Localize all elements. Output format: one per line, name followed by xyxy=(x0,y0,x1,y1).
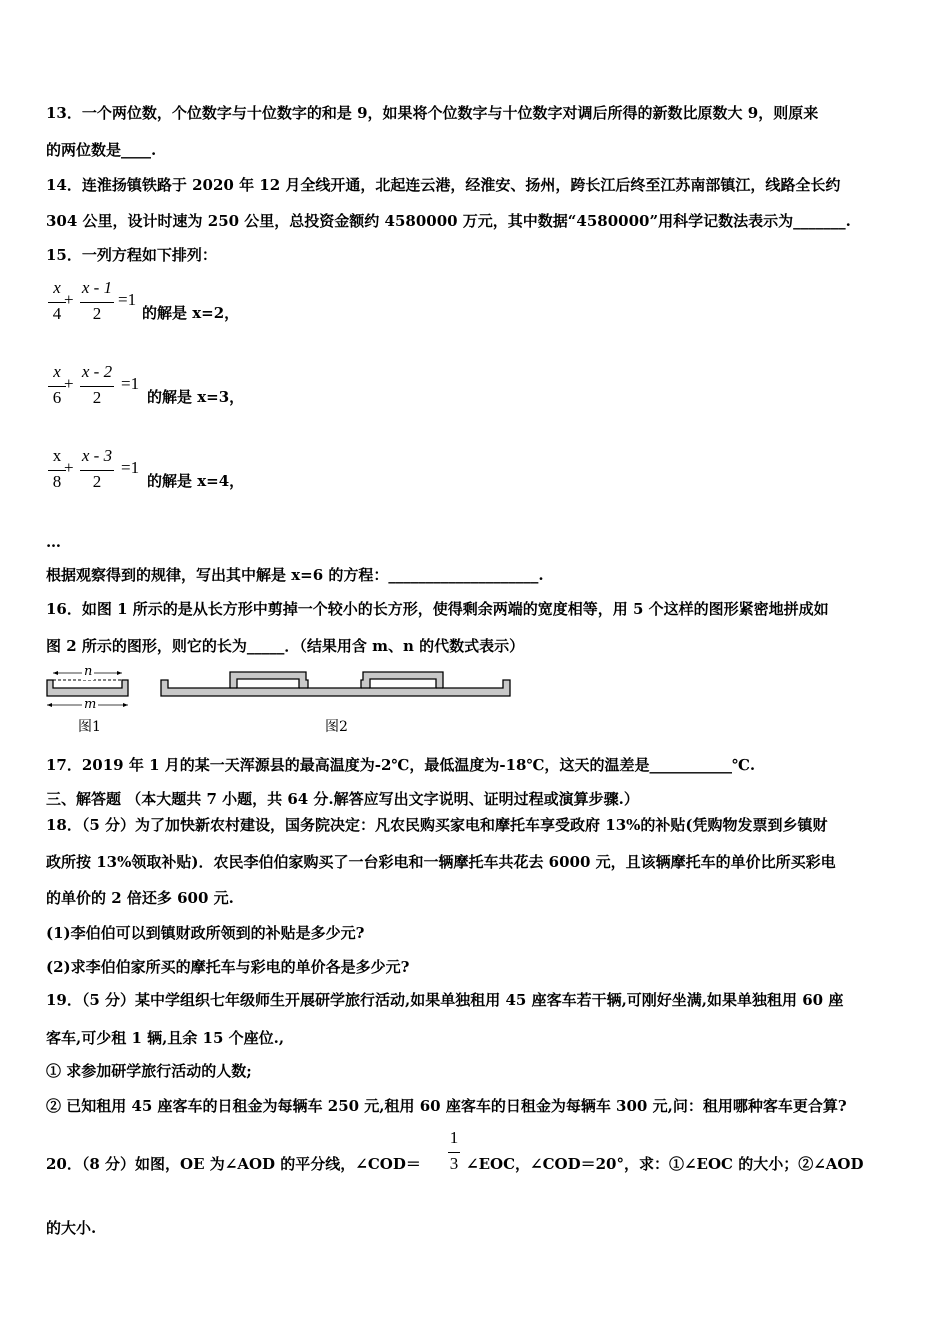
plus-sign: + xyxy=(64,374,74,393)
fraction-bar xyxy=(80,470,114,471)
fraction-numerator: x xyxy=(52,446,62,465)
fraction-bar xyxy=(80,386,114,387)
q18-line1: 18．（5 分）为了加快新农村建设，国务院决定：凡农民购买家电和摩托车享受政府 13%的补贴(凭购物发票到乡镇财 xyxy=(46,816,828,834)
q20-part1: 20．（8 分）如图，OE 为∠AOD 的平分线，∠COD＝ xyxy=(46,1155,421,1173)
fraction-denominator: 6 xyxy=(52,388,62,407)
fraction-numerator: x xyxy=(53,278,61,297)
q20-fraction xyxy=(446,1128,462,1178)
q13-line1: 13．一个两位数，个位数字与十位数字的和是 9，如果将个位数字与十位数字对调后所得的新数比原数大 9，则原来 xyxy=(46,104,819,122)
q19-sub2: ② 已知租用 45 座客车的日租金为每辆车 250 元,租用 60 座客车的日租金为每辆车 300 元,问：租用哪种客车更合算? xyxy=(46,1097,847,1115)
q14-line1: 14．连淮扬镇铁路于 2020 年 12 月全线开通，北起连云港，经淮安、扬州，跨长江后终至江苏南部镇江，线路全长约 xyxy=(46,176,841,194)
fraction-denominator: 2 xyxy=(92,388,102,407)
fraction xyxy=(78,446,116,494)
q14-line2: 304 公里，设计时速为 250 公里，总投资金额约 4580000 万元，其中数据“4580000”用科学记数法表示为_______. xyxy=(46,212,851,230)
fraction-numerator: x - 1 xyxy=(81,278,113,297)
q17-text: 17．2019 年 1 月的某一天浑源县的最高温度为-2℃，最低温度为-18℃，这天的温差是___________℃. xyxy=(46,756,756,774)
q20-part2: ∠EOC，∠COD＝20°，求：①∠EOC 的大小；②∠AOD xyxy=(466,1155,864,1173)
q16-line2: 图 2 所示的图形，则它的长为_____．（结果用含 m、n 的代数式表示） xyxy=(46,637,525,655)
q19-line2: 客车,可少租 1 辆,且余 15 个座位., xyxy=(46,1029,285,1047)
variable-n-label: n xyxy=(84,664,93,679)
plus-sign: + xyxy=(64,458,74,477)
fraction-numerator: x xyxy=(53,362,61,381)
section-3-heading: 三、解答题 （本大题共 7 小题，共 64 分.解答应写出文字说明、证明过程或演算步骤.） xyxy=(46,790,639,808)
equation-solution: 的解是 x=3， xyxy=(147,388,245,406)
q16-line1: 16．如图 1 所示的是从长方形中剪掉一个较小的长方形，使得剩余两端的宽度相等，用 5 个这样的图形紧密地拼成如 xyxy=(46,600,829,618)
q15-question: 根据观察得到的规律，写出其中解是 x=6 的方程：____________________. xyxy=(46,566,544,584)
q19-sub1: ① 求参加研学旅行活动的人数; xyxy=(46,1062,252,1080)
figure-1-label: 图1 xyxy=(78,719,101,735)
fraction-denominator: 3 xyxy=(449,1154,459,1173)
fraction-denominator: 8 xyxy=(52,472,62,491)
fraction xyxy=(78,278,116,326)
q13-line2: 的两位数是____. xyxy=(46,141,157,159)
figure-2-drawing xyxy=(158,670,514,700)
q18-line2: 政所按 13%领取补贴)．农民李伯伯家购买了一台彩电和一辆摩托车共花去 6000 元，且该辆摩托车的单价比所买彩电 xyxy=(46,853,836,871)
fraction-denominator: 4 xyxy=(52,304,62,323)
plus-sign: + xyxy=(64,290,74,309)
fraction-bar xyxy=(448,1152,460,1153)
equation-solution: 的解是 x=4， xyxy=(147,472,245,490)
fraction-denominator: 2 xyxy=(92,472,102,491)
ellipsis: … xyxy=(46,533,61,551)
variable-m-label: m xyxy=(84,697,97,712)
figure-1 xyxy=(44,664,136,714)
figure-2-label: 图2 xyxy=(325,719,348,735)
equation-rhs: =1 xyxy=(121,458,140,477)
fraction-bar xyxy=(80,302,114,303)
equation-rhs: =1 xyxy=(118,290,137,309)
fraction xyxy=(78,362,116,410)
q18-line3: 的单价的 2 倍还多 600 元. xyxy=(46,889,234,907)
equation-solution: 的解是 x=2， xyxy=(142,304,240,322)
q15-intro: 15．一列方程如下排列： xyxy=(46,246,217,264)
equation-rhs: =1 xyxy=(121,374,140,393)
q18-sub1: (1)李伯伯可以到镇财政所领到的补贴是多少元? xyxy=(46,924,365,942)
figure-2 xyxy=(158,670,514,700)
q20-line2: 的大小. xyxy=(46,1219,97,1237)
fraction-numerator: 1 xyxy=(449,1128,459,1147)
fraction-denominator: 2 xyxy=(92,304,102,323)
fraction-numerator: x - 2 xyxy=(81,362,113,381)
fraction-numerator: x - 3 xyxy=(81,446,113,465)
q19-line1: 19．（5 分）某中学组织七年级师生开展研学旅行活动,如果单独租用 45 座客车若干辆,可刚好坐满,如果单独租用 60 座 xyxy=(46,991,844,1009)
q18-sub2: (2)求李伯伯家所买的摩托车与彩电的单价各是多少元? xyxy=(46,958,410,976)
